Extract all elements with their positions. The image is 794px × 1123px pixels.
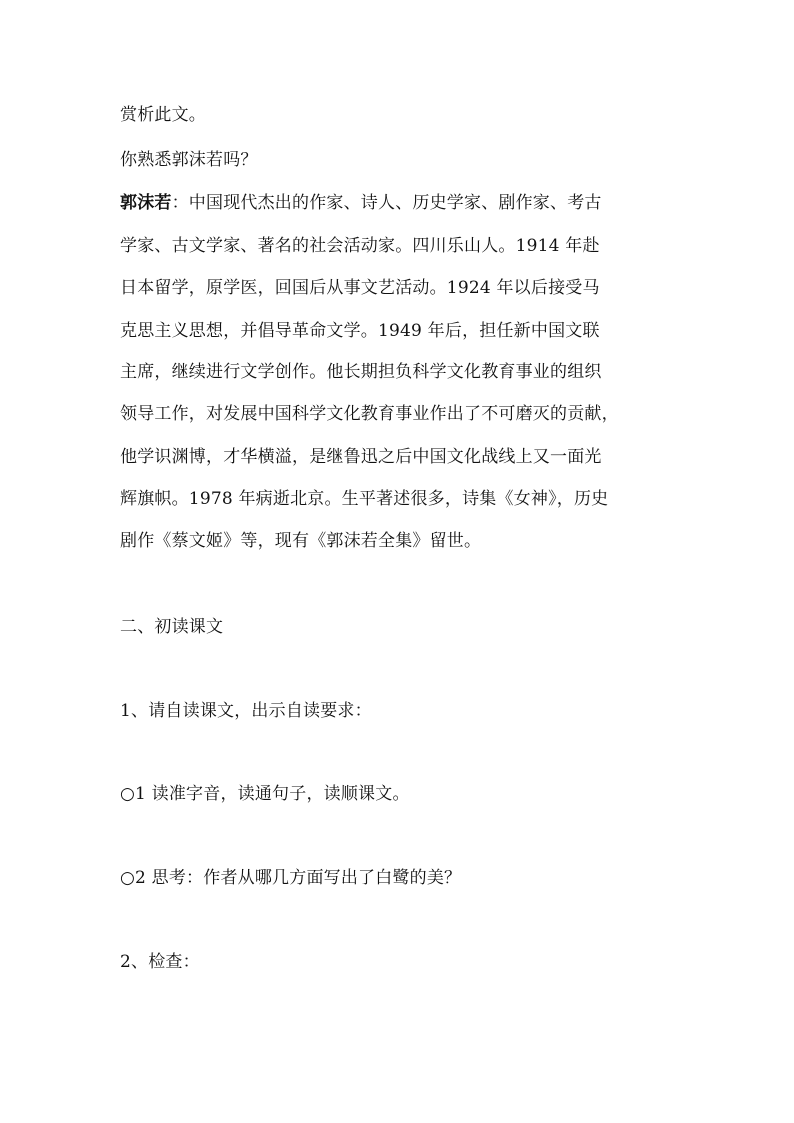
- step-1: 1、请自读课文，出示自读要求：: [120, 701, 372, 721]
- bio-label: 郭沫若: [120, 193, 172, 213]
- bio-line-4: 克思主义思想，并倡导革命文学。1949 年后，担任新中国文联: [120, 321, 600, 341]
- paragraph-question: 你熟悉郭沫若吗？: [120, 150, 258, 170]
- bio-line-6: 领导工作，对发展中国科学文化教育事业作出了不可磨灭的贡献，: [120, 404, 619, 424]
- bio-line-7: 他学识渊博，才华横溢，是继鲁迅之后中国文化战线上又一面光: [120, 447, 602, 467]
- bio-line-5: 主席，继续进行文学创作。他长期担负科学文化教育事业的组织: [120, 362, 602, 382]
- bio-line-8: 辉旗帜。1978 年病逝北京。生平著述很多，诗集《女神》，历史: [120, 489, 609, 509]
- bio-text-1: ：中国现代杰出的作家、诗人、历史学家、剧作家、考古: [171, 193, 602, 213]
- section-heading-2: 二、初读课文: [120, 617, 224, 637]
- requirement-2: ○2 思考：作者从哪几方面写出了白鹭的美？: [120, 868, 462, 888]
- bio-line-2: 学家、古文学家、著名的社会活动家。四川乐山人。1914 年赴: [120, 236, 600, 256]
- bio-line-1: [120, 192, 690, 214]
- requirement-1: ○1 读准字音，读通句子，读顺课文。: [120, 784, 410, 804]
- step-2: 2、检查：: [120, 952, 200, 972]
- bio-line-9: 剧作《蔡文姬》等，现有《郭沫若全集》留世。: [120, 531, 482, 551]
- paragraph-appreciate: 赏析此文。: [120, 105, 206, 125]
- bio-line-3: 日本留学，原学医，回国后从事文艺活动。1924 年以后接受马: [120, 278, 600, 298]
